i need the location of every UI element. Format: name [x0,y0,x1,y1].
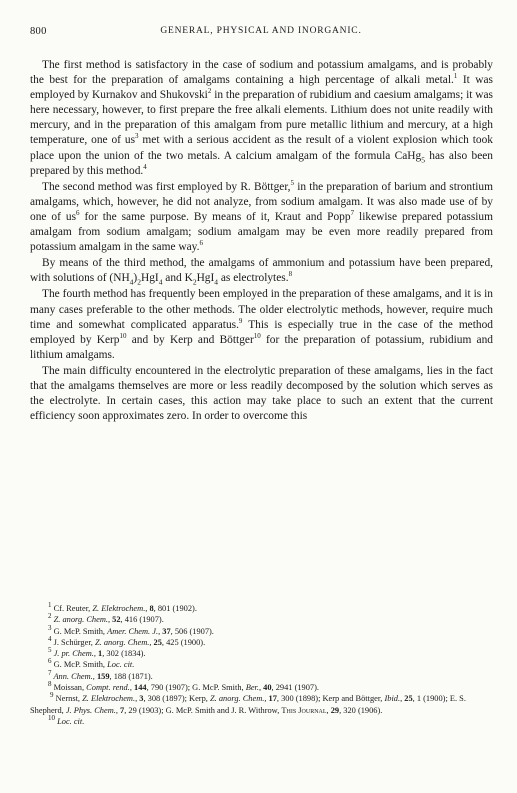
paragraph-2 [30,180,493,255]
footnote-text: , 308 (1897); Kerp, [143,694,210,704]
text-run: in the preparation of rubidium and caesium amalgams; it was here necessary, however, to first prepare the free alkali elements. Lithium does not unite readily with mercury, and in the preparation of this amalgam from pure metallic lithium and mercury, at a high temperature, one of us [30,89,493,147]
volume: 40 [263,683,272,693]
footnote-text: , 302 (1834). [102,649,146,659]
footnote-text: , 506 (1907). [170,626,214,636]
footnote-text: , 2941 (1907). [271,683,319,693]
text-run: in the preparation of barium and strontium amalgams, which, however, he did not analyze, from sodium amalgam. It was also made use of by one of us [30,180,493,223]
volume: 25 [153,637,162,647]
text-run: and by Kerp and Böttger [126,333,254,346]
text-run: met with a serious accident as the result of a violent explosion which took place upon the union of the two metals. A calcium amalgam of the formula CaHg [30,134,494,162]
subscript: 4 [129,277,134,287]
text-run: The first method is satisfactory in the case of sodium and potassium amalgams, and is probably the best for the preparation of amalgams containing a high percentage of alkali metal. [30,59,493,87]
volume: 29 [330,705,340,715]
footnote-4: $^4$ J. Schürger, Z. anorg. Chem., 25, 425 (1900). [48,635,206,647]
text-run: By means of the third method, the amalgams of ammonium and potassium have been prepared, with solutions of (NH [30,257,493,285]
footnote-10 [30,716,493,727]
running-header [30,26,492,42]
footnote-ref: 10 [253,331,261,340]
journal-title: Ibid. [384,694,401,704]
footnote-number: 10 [48,714,55,723]
footnote-number: 1 [48,601,52,610]
volume: 159 [96,671,110,681]
volume: 3 [139,694,144,704]
footnote-6 [30,659,493,670]
text-run: and K [162,272,193,285]
journal-title: Z. Elektrochem. [82,694,136,704]
journal-title: Compt. rend. [86,683,130,693]
footnote-number: 4 [48,635,52,644]
page-number: 800 [30,26,47,37]
journal-title: J. pr. Chem. [51,649,94,659]
journal-title: Ann. Chem. [51,671,93,681]
journal-title: J. Phys. Chem. [65,705,116,715]
footnote-number: 9 [50,691,54,700]
text-run: ) [133,272,138,285]
text-run: HgI [140,272,159,285]
footnote-9: $^9$ Nernst, Z. Elektrochem., 3, 308 (1897); Kerp, Z. anorg. Chem., 17, 300 (1898); Kerp and Böttger, Ibid., 25, 1 (1900); E. S. Shepherd, J. Phys. Chem., 7, 29 (1903); G. McP. Smith and J. R. Withrow, This Journal, 29, 320 (1906). [30,691,466,715]
text-run: The fourth method has frequently been employed in the preparation of these amalgams, and it is in many cases preferable to the other methods. The older electrolytic methods, however, require much time and somewhat complicated apparatus. [30,288,493,331]
journal-title: Z. Elektrochem. [92,604,146,613]
footnote-ref: 2 [207,87,212,96]
paragraph-1 [30,58,493,179]
text-run: The second method was first employed by R. Böttger, [42,180,291,193]
footnote-text: , 416 (1907). [120,615,164,625]
footnote-ref: 8 [288,270,293,279]
footnote-7: $^7$ Ann. Chem., 159, 188 (1871). [48,668,153,681]
footnote-1: $^1$ Cf. Reuter, Z. Elektrochem., 8, 801 (1902). [48,601,197,613]
paragraph-4 [30,287,493,362]
footnote-8: $^8$ Moissan, Compt. rend., 144, 790 (1907); G. McP. Smith, Ber., 40, 2941 (1907). [48,680,319,693]
footnote-ref: 5 [290,178,295,187]
footnote-text: Nernst, [53,694,83,704]
text-run: for the same purpose. By means of it, Kraut and Popp [79,210,351,223]
footnote-text: G. McP. Smith, [51,626,108,636]
body-text [30,58,493,425]
text-run: This is especially true in the case of the method employed by Kerp [30,318,493,346]
text-run: HgI [196,272,215,285]
footnote-text: , 425 (1900). [161,637,206,647]
text-run: It was employed by Kurnakov and Shukovski [30,74,493,102]
footnote-text: , 790 (1907); G. McP. Smith, [146,683,246,693]
footnote-ref: 1 [453,72,458,81]
journal-title: This Journal [281,705,327,715]
journal-title: Z. anorg. Chem. [209,694,265,704]
journal-title: Loc. cit. [107,660,135,670]
footnote-text: G. McP. Smith, [51,660,108,670]
footnote-text: , 1 (1900); E. S. Shepherd, [30,694,466,715]
paragraph-5 [30,364,493,424]
subscript: 4 [158,277,163,287]
footnote-2: $^2$ Z. anorg. Chem., 52, 416 (1907). [48,612,164,625]
footnote-number: 5 [48,646,52,655]
footnote-number: 8 [48,680,52,689]
volume: 25 [404,694,413,704]
footnote-number: 7 [48,668,52,677]
footnote-ref: 6 [199,239,203,248]
journal-title: Amer. Chem. J. [107,626,159,636]
volume: 37 [162,626,171,636]
volume: 144 [134,683,147,693]
running-head-title: GENERAL, PHYSICAL AND INORGANIC. [160,26,362,36]
volume: 52 [112,615,121,625]
footnote-text: Moissan, [51,683,87,693]
volume: 17 [268,694,277,704]
footnotes [30,603,493,727]
footnote-ref: 6 [76,209,80,218]
footnote-ref: 3 [135,132,139,141]
journal-title: Z. anorg. Chem. [94,637,150,647]
subscript: 2 [137,277,141,287]
paragraph-3 [30,256,493,286]
footnote-number: 3 [48,623,52,632]
footnote-ref: 10 [119,331,127,340]
footnote-text: , 29 (1903); G. McP. Smith and J. R. Withrow, [124,705,282,715]
journal-title: Ber. [245,683,259,693]
footnote-text: , 801 (1902). [153,604,197,613]
footnote-5: $^5$ J. pr. Chem., 1, 302 (1834). [48,646,146,659]
journal-title: Z. anorg. Chem. [51,615,108,625]
subscript: 2 [192,277,197,287]
text-run: has also been prepared by this method. [30,149,494,177]
volume: 8 [149,604,154,613]
footnote-text: Cf. Reuter, [51,604,93,613]
footnote-text: , 300 (1898); Kerp and Böttger, [276,694,385,704]
footnote-text: J. Schürger, [51,637,95,647]
footnote-number: 2 [48,612,52,621]
subscript: 4 [214,277,219,287]
journal-title: Loc. cit. [55,716,85,726]
subscript: 5 [421,154,425,164]
footnote-number: 6 [48,657,52,666]
volume: 7 [120,705,125,715]
footnote-ref: 4 [143,162,147,171]
footnote-text: , 320 (1906). [339,705,383,715]
text-run: likewise prepared potassium amalgam from sodium amalgam; sodium amalgam may be even more readily prepared from potassium amalgam in the same way. [30,210,493,254]
footnote-text: , 188 (1871). [109,671,153,681]
footnote-3: $^3$ G. McP. Smith, Amer. Chem. J., 37, 506 (1907). [48,623,214,636]
text-run: as electrolytes. [218,272,289,285]
volume: 1 [98,649,103,659]
footnote-ref: 7 [350,209,355,218]
text-run: The main difficulty encountered in the electrolytic preparation of these amalgams, lies in the fact that the amalgams themselves are more or less readily decomposed by the solution which serves as the electrolyte. In certain cases, this action may take place to such an extent that the current efficiency soon approximates zero. In order to overcome this [30,364,493,423]
text-run: for the preparation of potassium, rubidium and lithium amalgams. [30,333,493,361]
footnote-ref: 9 [238,316,243,325]
